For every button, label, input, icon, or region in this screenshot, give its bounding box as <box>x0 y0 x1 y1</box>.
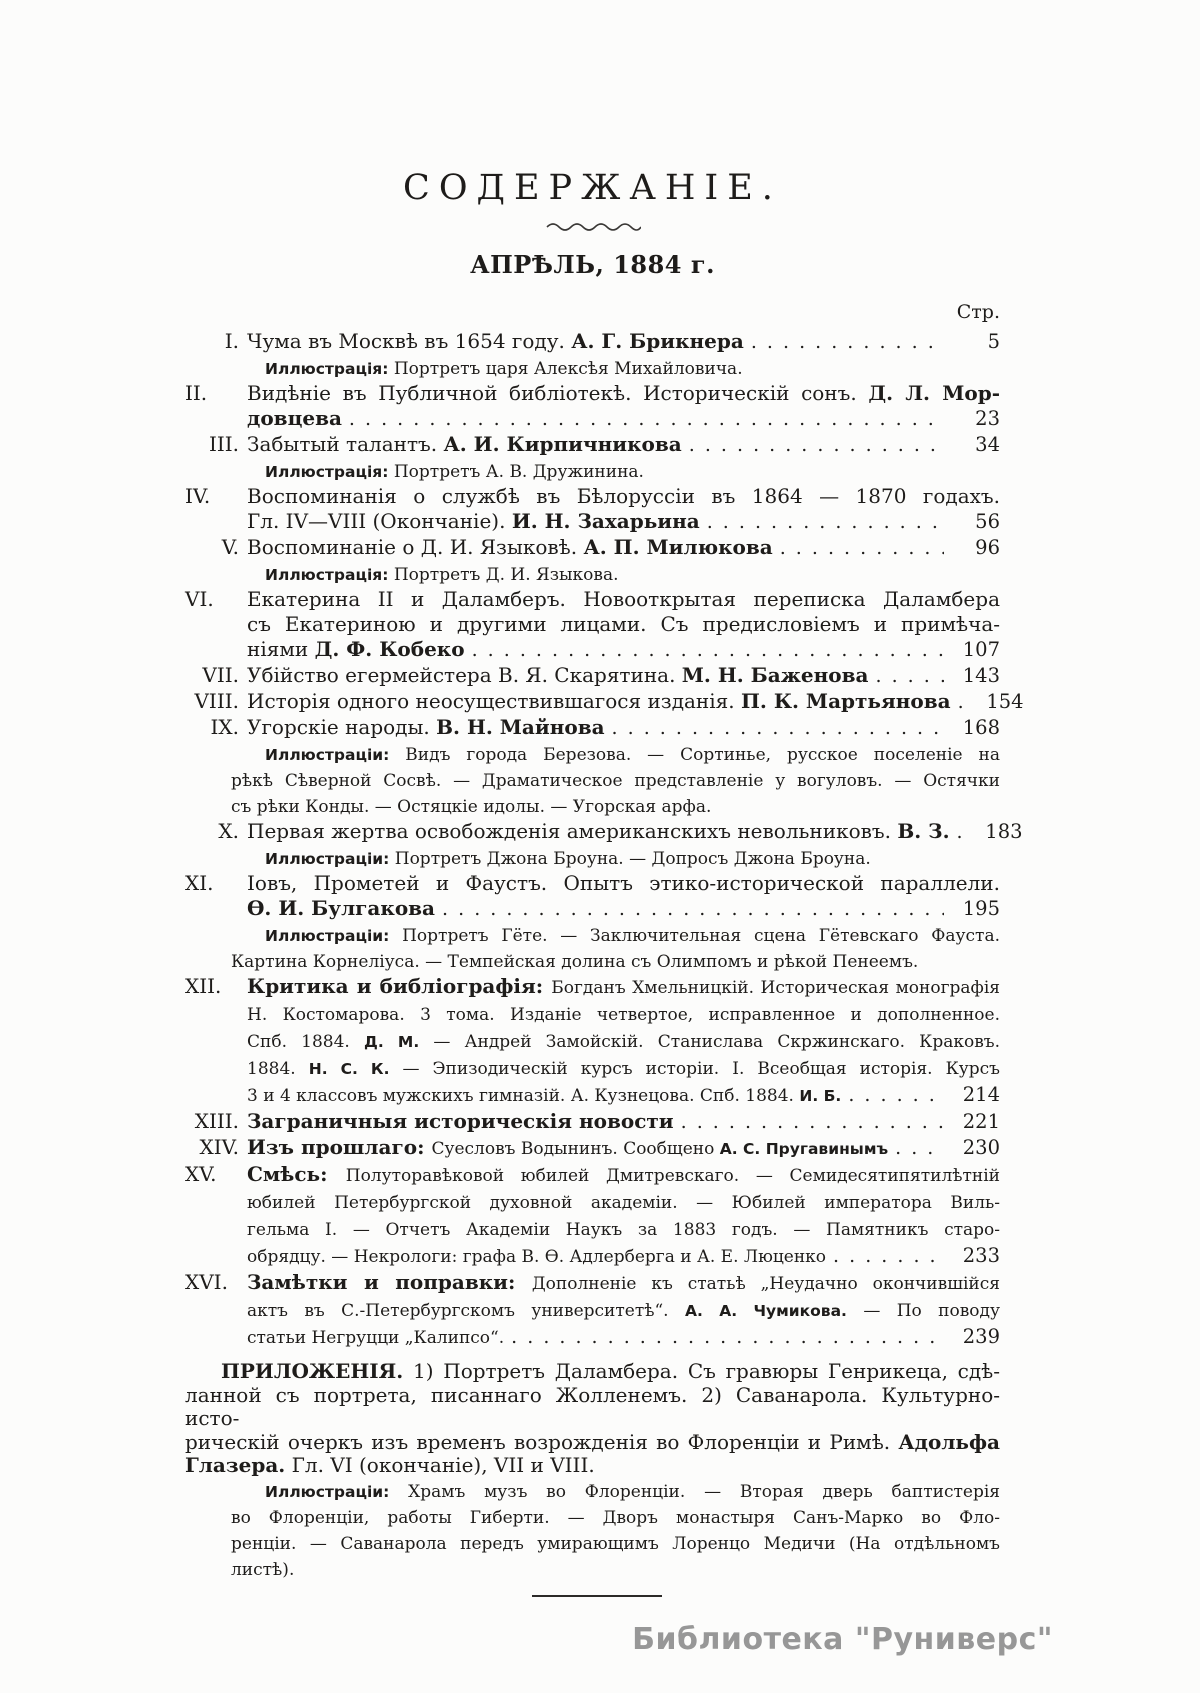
text-segment: 1) Портретъ Даламбера. Съ гравюры Генрикеца, сдѣ- <box>403 1359 1000 1383</box>
line-text <box>247 871 1000 895</box>
bold-text: Д. Ф. Кобеко <box>314 637 465 661</box>
illustration-note-continuation <box>185 767 1000 793</box>
toc-entry <box>185 1162 1000 1189</box>
bold-text: Иллюстрація: <box>265 463 389 481</box>
bold-text: Изъ прошлаго: <box>247 1135 432 1159</box>
line-text <box>247 1082 841 1109</box>
text-segment: Убійство егермейстера В. Я. Скарятина. <box>247 663 682 687</box>
entry-numeral: III. <box>208 432 239 456</box>
illustration-note-continuation <box>185 1504 1000 1530</box>
line-text <box>231 1556 294 1580</box>
page-number: 23 <box>975 407 1000 430</box>
line-text <box>247 1109 674 1134</box>
text-segment: Портретъ Д. И. Языкова. <box>388 565 619 585</box>
text-segment: Портретъ Джона Броуна. — Допросъ Джона Броуна. <box>389 849 871 869</box>
toc-entry-continuation <box>185 1243 1000 1270</box>
line-text <box>247 974 1000 998</box>
text-segment: обрядцу. — Некрологи: графа В. Ѳ. Адлерберга и А. Е. Люценко <box>247 1247 827 1267</box>
line-text <box>247 612 1000 636</box>
text-segment: Н. Костомарова. 3 тома. Изданіе четвертое, исправленное и дополненное. <box>247 1005 1000 1025</box>
toc-entry <box>185 871 1000 896</box>
toc-entry <box>185 715 1000 741</box>
line-text <box>185 1453 595 1477</box>
issue-subtitle: АПРѢЛЬ, 1884 г. <box>470 250 715 279</box>
dot-leader <box>472 637 944 663</box>
illustration-note <box>185 561 1000 587</box>
line-text <box>231 1504 1000 1528</box>
text-segment: статьи Негруцци „Калипсо“. <box>247 1328 505 1348</box>
toc-entry-continuation <box>185 1028 1000 1055</box>
toc-entry-continuation <box>185 896 1000 922</box>
toc-entry-continuation <box>185 1055 1000 1082</box>
text-segment: съ рѣки Конды. — Остяцкіе идолы. — Угорская арфа. <box>231 797 712 817</box>
page-number: 34 <box>975 433 1000 456</box>
page-column-header: Стр. <box>956 301 1000 323</box>
dot-leader <box>895 1135 944 1161</box>
bold-text: Д. Л. Мор- <box>868 381 1000 405</box>
line-text <box>247 1001 1000 1025</box>
toc-entry <box>185 1270 1000 1297</box>
bold-text: Иллюстрація: <box>265 566 389 584</box>
bold-text: Заграничныя историческія новости <box>247 1109 674 1133</box>
toc-entry <box>185 1109 1000 1135</box>
line-text <box>247 896 435 921</box>
text-segment: ренціи. — Саванарола передъ умирающимъ Лоренцо Медичи (На отдѣльномъ <box>231 1533 1000 1554</box>
line-text <box>247 663 869 688</box>
text-segment: Храмъ музъ во Флоренціи. — Вторая дверь баптистерія <box>389 1481 1000 1502</box>
entry-numeral: XV. <box>185 1162 217 1186</box>
page-number: 96 <box>975 536 1000 559</box>
bold-text: Замѣтки и поправки: <box>247 1270 532 1294</box>
text-segment: Суесловъ Водынинъ. Сообщено <box>431 1139 720 1159</box>
dot-leader <box>958 689 968 715</box>
ornament-squiggle <box>185 218 1000 237</box>
line-text <box>247 1324 504 1351</box>
bold-text: В. З. <box>897 819 950 843</box>
bold-text: Иллюстрація: <box>265 360 389 378</box>
entry-numeral: XI. <box>185 871 214 895</box>
toc-header <box>185 168 1000 279</box>
text-segment: Первая жертва освобожденія американскихъ невольниковъ. <box>247 819 898 843</box>
line-text <box>247 715 605 740</box>
page-number: 5 <box>987 330 1000 353</box>
bold-text: Иллюстраціи: <box>265 1482 390 1501</box>
page-number: 168 <box>962 716 1000 739</box>
dot-leader <box>957 819 967 845</box>
line-text <box>247 381 1000 405</box>
illustration-note-continuation <box>185 793 1000 819</box>
line-text <box>247 1162 1000 1186</box>
text-segment: Чума въ Москвѣ въ 1654 году. <box>247 329 572 353</box>
toc-entry-continuation <box>185 509 1000 535</box>
line-text <box>265 845 871 869</box>
text-segment: Іовъ, Прометей и Фаустъ. Опытъ этико-исторической параллели. <box>247 871 1000 895</box>
line-text <box>247 509 700 534</box>
toc-entry <box>185 974 1000 1001</box>
toc-lines <box>185 329 1024 1582</box>
text-segment: ніями <box>247 637 315 661</box>
text-segment: Екатерина II и Даламберъ. Новооткрытая переписка Даламбера <box>247 587 1000 611</box>
bold-text: А. С. Пругавинымъ <box>719 1140 889 1158</box>
text-segment: Исторія одного неосуществившагося изданія. <box>247 689 741 713</box>
illustration-note <box>185 845 1000 871</box>
line-text <box>247 1270 1000 1294</box>
entry-numeral: XIII. <box>194 1109 239 1133</box>
text-segment: Богданъ Хмельницкій. Историческая монографія <box>551 978 1000 998</box>
toc-entry <box>185 484 1000 509</box>
line-text <box>265 741 1000 765</box>
toc-entry-continuation <box>185 637 1000 663</box>
page-number: 154 <box>986 690 1024 713</box>
toc-entry <box>185 689 1024 715</box>
line-text <box>247 587 1000 611</box>
toc-entry-continuation <box>185 1324 1000 1351</box>
text-segment: Портретъ Гёте. — Заключительная сцена Гётевскаго Фауста. <box>389 926 1000 946</box>
page-number: 56 <box>975 510 1000 533</box>
entry-numeral: IX. <box>210 715 239 739</box>
bold-text: Д. М. <box>364 1033 420 1051</box>
line-text <box>185 1383 1000 1431</box>
dot-leader <box>876 663 945 689</box>
illustration-note-continuation <box>185 1556 1000 1582</box>
appendix-paragraph-line <box>185 1454 1000 1478</box>
line-text <box>247 432 682 457</box>
text-segment: Воспоминанія о службѣ въ Бѣлоруссіи въ 1864 — 1870 годахъ. <box>247 484 1000 508</box>
entry-numeral: V. <box>221 535 239 559</box>
line-text <box>247 1055 1000 1079</box>
illustration-note <box>185 458 1000 484</box>
line-text <box>231 1530 1000 1554</box>
text-segment: листѣ). <box>231 1559 295 1580</box>
bold-text: Смѣсь: <box>247 1162 346 1186</box>
entry-numeral: XII. <box>185 974 222 998</box>
entry-numeral: VII. <box>202 663 239 687</box>
toc-entry-continuation <box>185 1216 1000 1243</box>
toc-entry <box>185 587 1000 612</box>
text-segment: Гл. IV—VIII (Окончаніе). <box>247 509 512 533</box>
text-segment: юбилей Петербургской духовной академіи. — Юбилей императора Виль- <box>247 1193 1000 1213</box>
line-text <box>247 406 342 431</box>
line-text <box>247 1297 1000 1321</box>
text-segment: Воспоминаніе о Д. И. Языковѣ. <box>247 535 584 559</box>
line-text <box>221 1359 1000 1383</box>
text-segment: Картина Корнеліуса. — Темпейская долина съ Олимпомъ и рѣкой Пенеемъ. <box>231 952 919 972</box>
line-text <box>247 1135 888 1162</box>
line-text <box>247 329 744 354</box>
dot-leader <box>751 329 944 355</box>
appendix-paragraph-line <box>185 1384 1000 1431</box>
line-text <box>247 484 1000 508</box>
dot-leader <box>442 896 944 922</box>
dot-leader <box>848 1082 944 1108</box>
bold-text: М. Н. Баженова <box>681 663 869 687</box>
bold-text: И. Н. Захарьина <box>511 509 700 533</box>
dot-leader <box>612 715 944 741</box>
illustration-note <box>185 355 1000 381</box>
illustration-note-continuation <box>185 1530 1000 1556</box>
page-number: 230 <box>962 1136 1000 1159</box>
page-number: 214 <box>962 1083 1000 1106</box>
bold-text: Иллюстраціи: <box>265 850 390 868</box>
line-text <box>247 535 773 560</box>
text-segment: — Эпизодическій курсъ исторіи. I. Всеобщая исторія. Курсъ <box>389 1059 1000 1079</box>
page-title: СОДЕРЖАНІЕ. <box>403 168 782 208</box>
bold-text: Ѳ. И. Булгакова <box>247 896 436 920</box>
dot-leader <box>349 406 944 432</box>
line-text <box>265 458 644 482</box>
page-number: 233 <box>962 1244 1000 1267</box>
bold-text: А. П. Милюкова <box>583 535 773 559</box>
toc-content <box>185 300 1024 1597</box>
text-segment: ланной съ портрета, писаннаго Жолленемъ. 2) Саванарола. Культурно-исто- <box>185 1382 1000 1430</box>
toc-entry-continuation <box>185 1082 1000 1109</box>
bold-text: Иллюстраціи: <box>265 746 390 764</box>
dot-leader <box>707 509 944 535</box>
toc-entry-continuation <box>185 1189 1000 1216</box>
page-number: 107 <box>962 638 1000 661</box>
entry-numeral: I. <box>224 329 239 353</box>
entry-numeral: X. <box>218 819 239 843</box>
text-segment: 3 и 4 классовъ мужскихъ гимназій. А. Кузнецова. Спб. 1884. <box>247 1086 800 1106</box>
line-text <box>231 948 918 972</box>
text-segment: Гл. VI (окончаніе), VII и VIII. <box>285 1453 595 1477</box>
page-number: 195 <box>962 897 1000 920</box>
bold-text: А. Г. Брикнера <box>571 329 744 353</box>
text-segment: Портретъ А. В. Дружинина. <box>388 462 644 482</box>
library-watermark: Библиотека "Руниверс" <box>632 1622 1053 1657</box>
text-segment: Угорскіе народы. <box>247 715 437 739</box>
text-segment: во Флоренціи, работы Гиберти. — Дворъ монастыря Санъ-Марко во Фло- <box>231 1507 1000 1528</box>
bold-text: А. А. Чумикова. <box>684 1302 847 1320</box>
dot-leader <box>681 1109 944 1135</box>
toc-entry <box>185 1135 1000 1162</box>
dot-leader <box>689 432 944 458</box>
text-segment: Забытый талантъ. <box>247 432 444 456</box>
entry-numeral: IV. <box>185 484 211 508</box>
text-segment: рѣкѣ Сѣверной Сосвѣ. — Драматическое представленіе у вогуловъ. — Остячки <box>231 771 1000 791</box>
illustration-note <box>185 922 1000 948</box>
illustration-note <box>185 741 1000 767</box>
entry-numeral: VI. <box>185 587 214 611</box>
text-segment: Полуторавѣковой юбилей Дмитревскаго. — Семидесятипятилѣтній <box>345 1166 1001 1186</box>
page-number: 143 <box>962 664 1000 687</box>
bold-text: ПРИЛОЖЕНІЯ. <box>221 1359 404 1383</box>
line-text <box>185 1430 1000 1454</box>
line-text <box>247 1243 826 1270</box>
text-segment: рическій очеркъ изъ временъ возрожденія во Флоренціи и Римѣ. <box>185 1429 899 1454</box>
bold-text: Критика и библіографія: <box>247 974 552 998</box>
page-number: 221 <box>962 1110 1000 1133</box>
toc-entry <box>185 819 1023 845</box>
toc-entry <box>185 329 1000 355</box>
entry-numeral: XVI. <box>185 1270 228 1294</box>
page-number: 183 <box>985 820 1023 843</box>
line-text <box>247 1028 1000 1052</box>
dot-leader <box>511 1324 944 1350</box>
line-text <box>265 355 743 379</box>
text-segment: гельма I. — Отчетъ Академіи Наукъ за 1883 годъ. — Памятникъ старо- <box>247 1220 1000 1240</box>
appendix-paragraph-line <box>185 1431 1000 1455</box>
toc-entry <box>185 432 1000 458</box>
bold-text: П. К. Мартьянова <box>741 689 951 713</box>
bold-text: Н. С. К. <box>308 1060 390 1078</box>
text-segment: Видѣніе въ Публичной библіотекѣ. Историческій сонъ. <box>247 381 869 405</box>
line-text <box>265 561 619 585</box>
text-segment: 1884. <box>247 1059 309 1079</box>
entry-numeral: VIII. <box>194 689 239 713</box>
toc-entry-continuation <box>185 612 1000 637</box>
text-segment: Видъ города Березова. — Сортинье, русское поселеніе на <box>389 745 1000 765</box>
page-number: 239 <box>962 1325 1000 1348</box>
bold-text: И. Б. <box>799 1087 842 1105</box>
illustration-note-continuation <box>185 948 1000 974</box>
text-segment: съ Екатериною и другими лицами. Съ предисловіемъ и примѣча- <box>247 612 1000 636</box>
text-segment: Дополненіе къ статьѣ „Неудачно окончившійся <box>531 1274 1001 1294</box>
bold-text: довцева <box>247 406 342 430</box>
line-text <box>231 767 1000 791</box>
line-text <box>265 1478 1000 1502</box>
dot-leader <box>833 1243 944 1269</box>
text-segment: — По поводу <box>846 1301 1000 1321</box>
line-text <box>247 1216 1000 1240</box>
dot-leader <box>780 535 944 561</box>
bold-text: В. Н. Майнова <box>436 715 605 739</box>
line-text <box>265 922 1000 946</box>
entry-numeral: II. <box>185 381 208 405</box>
line-text <box>247 819 950 844</box>
text-segment: Спб. 1884. <box>247 1032 365 1052</box>
text-segment: — Андрей Замойскій. Станислава Скржинскаго. Краковъ. <box>419 1032 1001 1052</box>
illustration-note <box>185 1478 1000 1504</box>
toc-entry-continuation <box>185 406 1000 432</box>
line-text <box>247 689 951 714</box>
line-text <box>247 637 465 662</box>
bold-text: Иллюстраціи: <box>265 927 390 945</box>
line-text <box>247 1189 1000 1213</box>
bold-text: Глазера. <box>185 1453 286 1477</box>
entry-numeral: XIV. <box>199 1135 239 1159</box>
toc-entry <box>185 381 1000 406</box>
appendix-paragraph-first-line <box>185 1360 1000 1384</box>
toc-entry <box>185 535 1000 561</box>
text-segment: Портретъ царя Алексѣя Михайловича. <box>388 359 743 379</box>
toc-entry-continuation <box>185 1297 1000 1324</box>
bold-text: Адольфа <box>898 1429 1000 1454</box>
end-rule <box>532 1595 662 1597</box>
toc-entry-continuation <box>185 1001 1000 1028</box>
toc-entry <box>185 663 1000 689</box>
line-text <box>231 793 711 817</box>
text-segment: актъ въ С.-Петербургскомъ университетѣ“. <box>247 1301 685 1321</box>
bold-text: А. И. Кирпичникова <box>443 432 682 456</box>
